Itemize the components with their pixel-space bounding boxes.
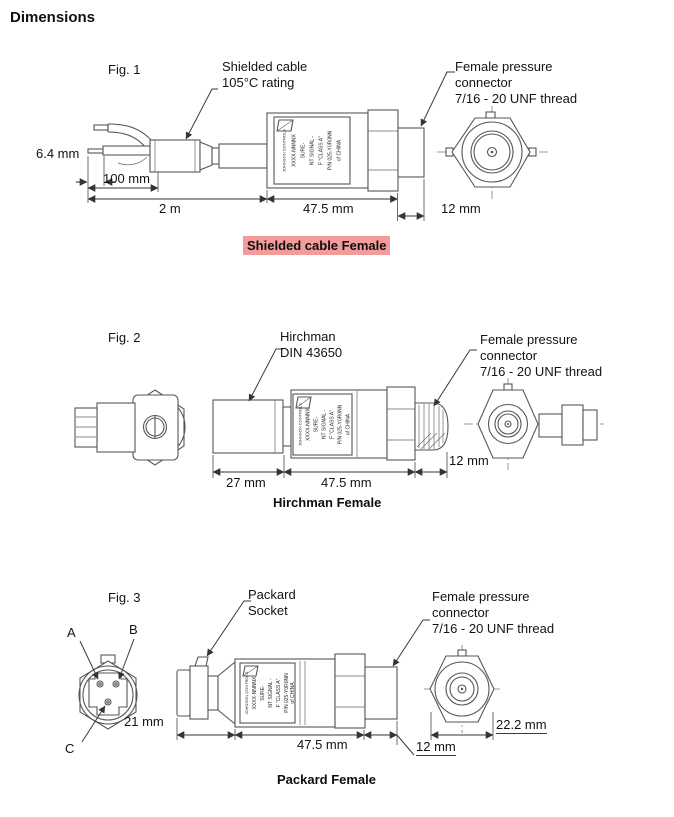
annotation-line: Packard (248, 587, 296, 602)
fig1-annotation-shielded-cable (222, 59, 307, 91)
fig2-annotation-pressure-connector (480, 332, 602, 380)
page-title: Dimensions (10, 9, 96, 26)
device-label-line: NT SIGNAL - (268, 678, 274, 708)
fig2-din-connector (213, 400, 291, 453)
annotation-line: 7/16 - 20 UNF thread (455, 91, 578, 106)
fig3-pin-label-c: C (65, 741, 75, 756)
fig3-pressure-port (365, 667, 397, 719)
fig1-dim-6-4mm: 6.4 mm (36, 146, 80, 161)
annotation-line: 105°C rating (222, 75, 295, 90)
fig3-hex-nut (335, 654, 365, 728)
device-label-line: SURE- (313, 416, 320, 433)
annotation-line: Hirchman (280, 329, 336, 344)
fig3-dim-47-5mm: 47.5 mm (297, 737, 348, 752)
annotation-line: 7/16 - 20 UNF thread (432, 621, 555, 636)
fig1-end-view (437, 106, 548, 199)
fig1-annotation-pressure-connector (455, 59, 577, 107)
annotation-line: Female pressure (480, 332, 578, 347)
fig1-caption: Shielded cable Female (243, 236, 390, 255)
fig2-end-view-din (75, 390, 185, 465)
device-label-line: JOHNSON CONTROLS (281, 129, 287, 172)
fig2-dim-47-5mm: 47.5 mm (321, 475, 372, 490)
device-label-line: of CHINA (345, 413, 352, 436)
fig3-pin-label-a: A (67, 625, 76, 640)
fig3-packard-socket (177, 657, 235, 724)
device-label-line: F "CLASS A" (329, 410, 336, 439)
fig3-leader-lines (207, 601, 430, 666)
device-label-line: P/N 025-Y0R0NN (284, 673, 290, 713)
annotation-line: DIN 43650 (280, 345, 343, 360)
device-label-line: NT SIGNAL - (309, 135, 316, 166)
annotation-line: 7/16 - 20 UNF thread (480, 364, 603, 379)
fig1-dim-2m: 2 m (159, 201, 181, 216)
device-label-line: SURE- (260, 685, 266, 701)
fig2-dim-12mm: 12 mm (449, 453, 489, 468)
device-label-line: SURE- (300, 142, 307, 159)
fig3-body (235, 659, 335, 727)
fig3-pin-label-b: B (129, 622, 138, 637)
fig2-threaded-port (415, 403, 448, 450)
annotation-line: Female pressure (455, 59, 553, 74)
fig3-dim-12mm: 12 mm (416, 739, 456, 754)
device-label-line: JOHNSON CONTROLS (244, 671, 249, 715)
device-label-line: of CHINA (290, 682, 296, 704)
fig2-body (291, 390, 387, 458)
fig3-dim-21mm: 21 mm (124, 714, 164, 729)
fig3-annotation-pressure-connector (432, 589, 554, 637)
fig3-annotation-packard-socket (248, 587, 296, 619)
fig1-label: Fig. 1 (108, 62, 141, 77)
fig2-caption: Hirchman Female (273, 495, 382, 510)
fig1-hex-nut (368, 110, 398, 191)
fig1-dim-100mm: 100 mm (103, 171, 150, 186)
fig1-wires (88, 124, 152, 165)
fig2-annotation-hirchman (280, 329, 342, 361)
fig2-label: Fig. 2 (108, 330, 141, 345)
device-label-line: XXXX-NNNNX (291, 134, 298, 167)
device-label-line: XXXX-NNNNX (305, 408, 312, 441)
device-label-line: of CHINA (336, 139, 343, 162)
fig1-dim-12mm: 12 mm (441, 201, 481, 216)
fig3-label: Fig. 3 (108, 590, 141, 605)
device-label-line: XXXX-NNNNX (252, 676, 258, 710)
fig2-hex-nut (387, 387, 415, 460)
annotation-line: connector (480, 348, 538, 363)
fig1-body (267, 113, 368, 188)
device-label-line: JOHNSON CONTROLS (297, 403, 303, 446)
annotation-line: Socket (248, 603, 288, 618)
fig3-end-view-hex (424, 645, 500, 733)
device-label-line: F "CLASS A" (318, 136, 325, 165)
fig2-dim-27mm: 27 mm (226, 475, 266, 490)
annotation-line: connector (455, 75, 513, 90)
annotation-line: connector (432, 605, 490, 620)
fig1-cable-assembly (150, 140, 267, 172)
fig1-dim-47-5mm: 47.5 mm (303, 201, 354, 216)
fig1-pressure-port (398, 128, 424, 177)
device-label-line: NT SIGNAL - (321, 409, 328, 440)
device-label-line: P/N 025-Y0R0NN (327, 130, 334, 171)
annotation-line: Shielded cable (222, 59, 308, 74)
device-label-line: F "CLASS A" (276, 678, 282, 708)
annotation-line: Female pressure (432, 589, 530, 604)
fig3-dim-22-2mm: 22.2 mm (496, 717, 547, 732)
fig3-caption: Packard Female (277, 772, 377, 787)
device-label-line: P/N 025-Y0R0NN (337, 404, 344, 445)
